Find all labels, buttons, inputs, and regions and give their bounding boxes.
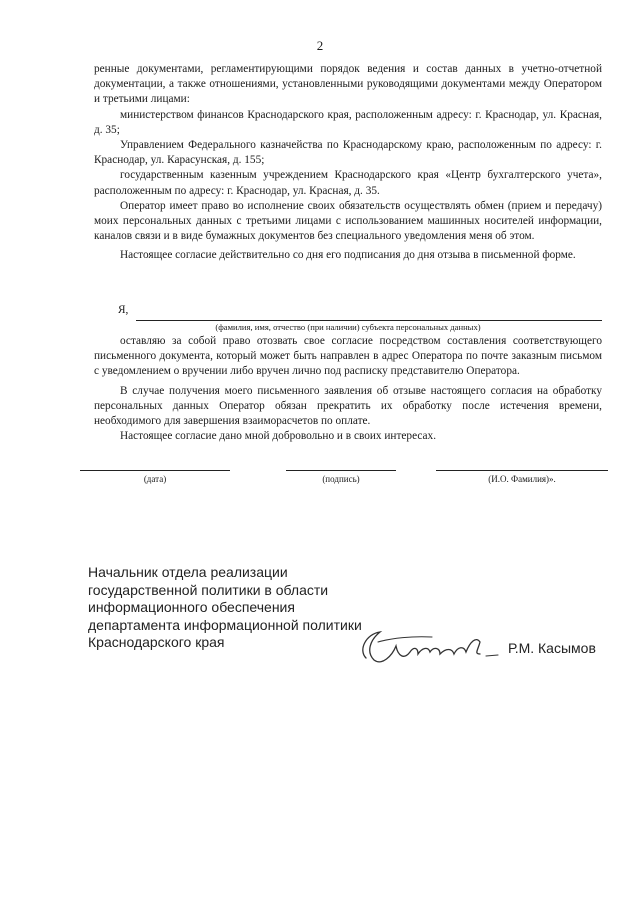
- consent-paragraph: В случае получения моего письменного заявления об отзыве настоящего согласия на обработку персональных данных Оператор обязан прекратить их обработку после истечения времени, необходимого для завершения взаиморасчетов по оплате.: [94, 384, 602, 428]
- consent-paragraph: министерством финансов Краснодарского края, расположенным адресу: г. Краснодар, ул. Красная, д. 35;: [94, 108, 602, 136]
- consent-body-top: [94, 62, 602, 264]
- consent-paragraph: Управлением Федерального казначейства по Краснодарскому краю, расположенным по адресу: г. Краснодар, ул. Карасунская, д. 155;: [94, 139, 602, 167]
- date-caption: (дата): [143, 474, 167, 484]
- consent-paragraph: Оператор имеет право во исполнение своих обязательств осуществлять обмен (прием и передачу) моих персональных данных с третьими лицами с использованием машинных носителей информации, каналов связи и в виде бумажных документов без специального уведомления меня об этом.: [94, 199, 602, 243]
- consent-paragraph: государственным казенным учреждением Краснодарского края «Центр бухгалтерского учета», расположенным по адресу: г. Краснодар, ул. Красная, д. 35.: [94, 169, 602, 197]
- signature-underline: [286, 470, 396, 471]
- signature-caption: (подпись): [322, 474, 360, 484]
- fio-field: [94, 302, 602, 322]
- consent-paragraph: ренные документами, регламентирующими порядок ведения и состав данных в учетно-отчетной документации, а также отношениями, установленными руководящими документами между Оператором и третьими лицами:: [94, 63, 602, 106]
- consent-paragraph: Настоящее согласие дано мной добровольно и в своих интересах.: [120, 430, 437, 443]
- fio-prefix: Я,: [118, 304, 129, 316]
- consent-paragraph: Настоящее согласие действительно со дня его подписания до дня отзыва в письменной форме.: [120, 249, 576, 262]
- consent-body-bottom: [94, 334, 602, 444]
- handwritten-signature: [352, 626, 502, 668]
- fio-underline: [136, 320, 602, 321]
- page-number: 2: [316, 38, 324, 53]
- official-title-line: Начальник отдела реализации: [88, 564, 288, 580]
- date-underline: [80, 470, 230, 471]
- official-name: Р.М. Касымов: [508, 640, 596, 656]
- fio-caption: (фамилия, имя, отчество (при наличии) субъекта персональных данных): [215, 322, 481, 332]
- name-underline: [436, 470, 608, 471]
- official-title-line: государственной политики в области: [88, 581, 329, 598]
- official-title-line: информационного обеспечения: [88, 599, 295, 615]
- official-title: [88, 564, 388, 652]
- date-field: [80, 470, 230, 484]
- signature-row: [80, 470, 608, 504]
- official-title-line: департамента информационной политики: [88, 616, 362, 633]
- name-field: [436, 470, 608, 484]
- consent-paragraph: оставляю за собой право отозвать свое согласие посредством составления соответствующего письменного документа, который может быть направлен в адрес Оператора по почте заказным письмом с уведомлением о вручении либо вручен лично под расписку представителю Оператора.: [94, 335, 602, 378]
- signature-field: [286, 470, 396, 484]
- official-title-line: Краснодарского края: [88, 634, 225, 650]
- name-caption: (И.О. Фамилия)».: [488, 474, 556, 484]
